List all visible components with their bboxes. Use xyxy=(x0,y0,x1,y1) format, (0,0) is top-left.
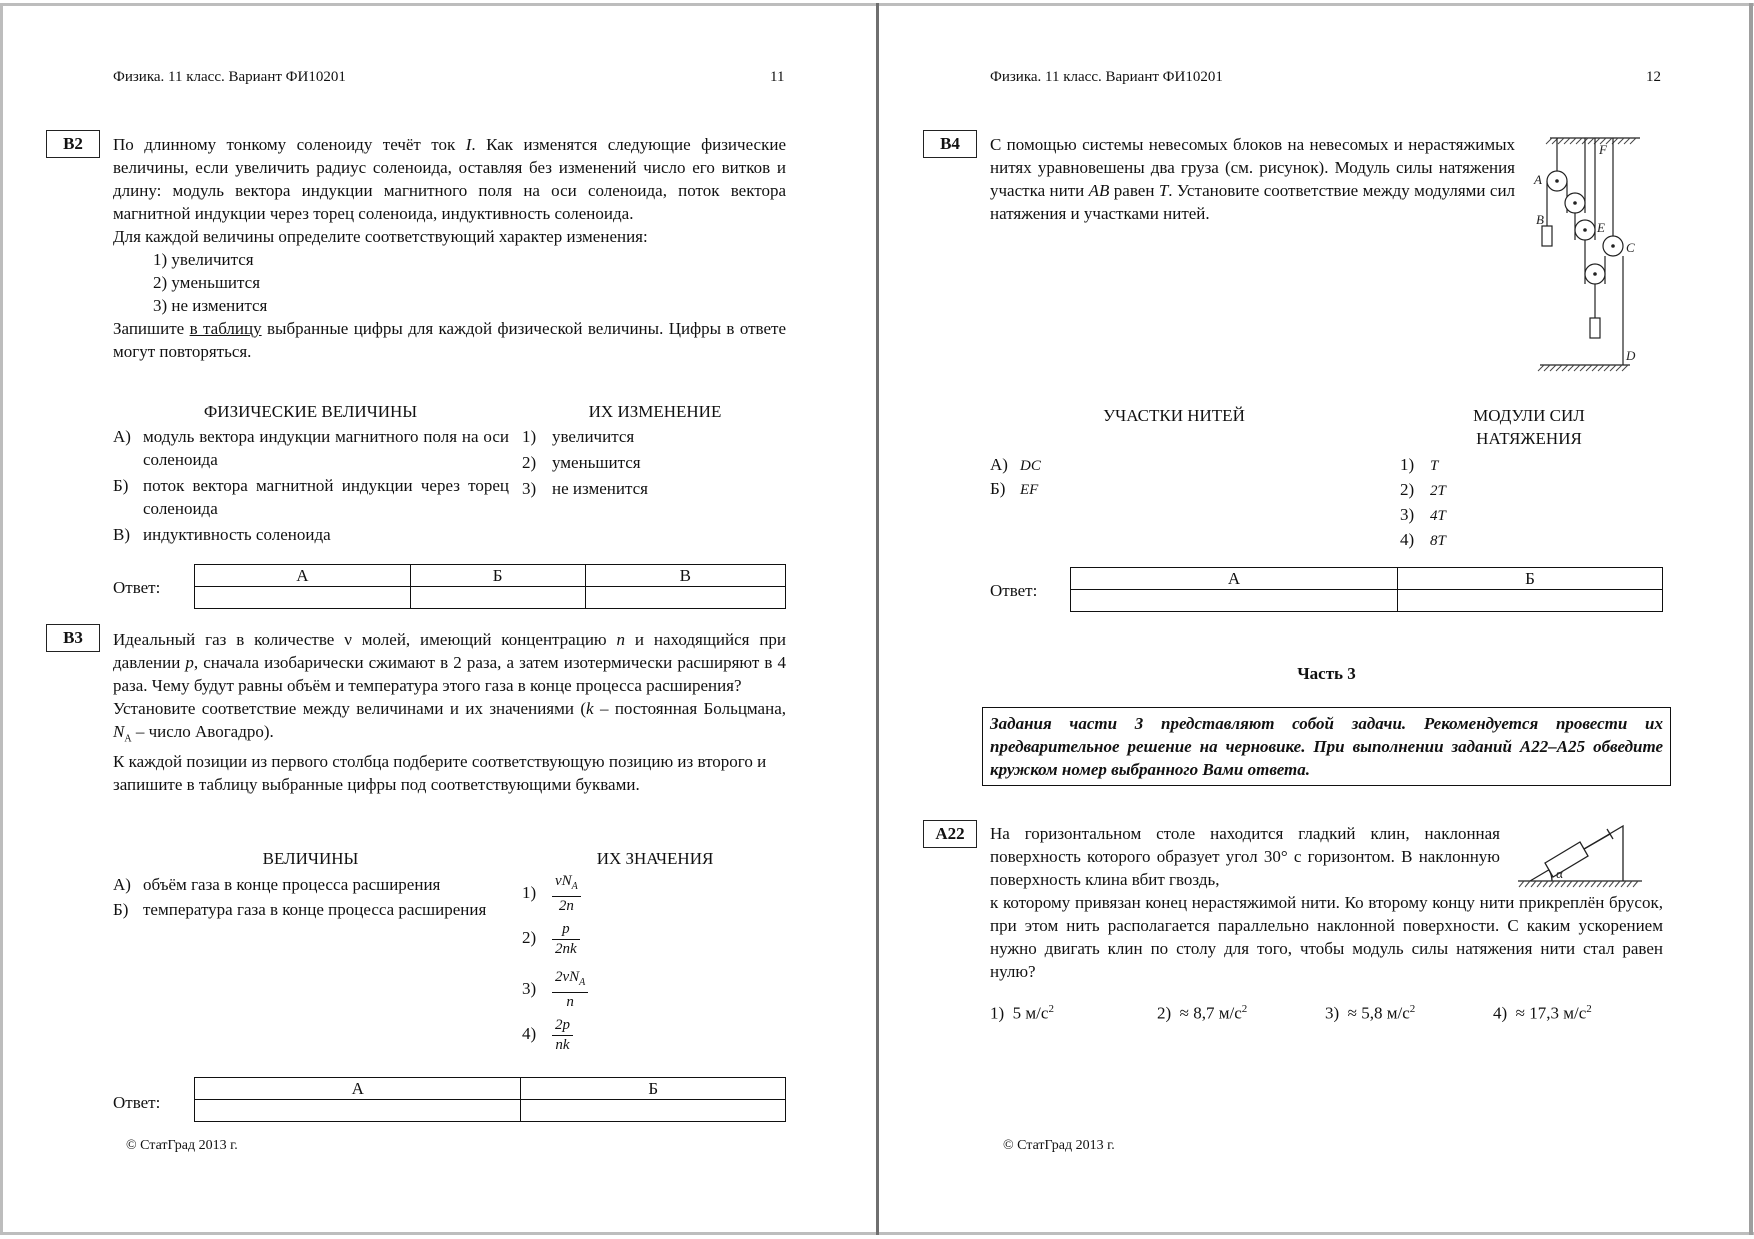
option-text: ≈ 17,3 м/с xyxy=(1515,1003,1587,1023)
p-symbol: p xyxy=(185,653,194,672)
b4-option-3 xyxy=(1400,503,1446,528)
answer-header: В xyxy=(585,565,785,587)
option-number: 1) xyxy=(522,427,537,446)
option-number: 1) xyxy=(990,1003,1005,1023)
item-text: модуль вектора индукции магнитного поля на оси соленоида xyxy=(143,427,509,469)
wedge-figure xyxy=(1510,815,1645,890)
option-text: уменьшится xyxy=(552,453,641,472)
b2-quantity-a xyxy=(113,425,513,471)
b2-quantity-c xyxy=(113,523,513,546)
answer-header: Б xyxy=(521,1078,786,1100)
option-number: 1) xyxy=(522,882,537,902)
numerator: 2p xyxy=(555,1017,570,1033)
viewer-scrollbar[interactable] xyxy=(1749,3,1753,1235)
b3-column-header-values: ИХ ЗНАЧЕНИЯ xyxy=(596,849,714,868)
figure-label-d: D xyxy=(1626,348,1636,363)
page-header-title: Физика. 11 класс. Вариант ФИ10201 xyxy=(113,69,346,85)
b3-quantity-b xyxy=(113,898,513,921)
nu-symbol: ν xyxy=(344,630,352,649)
fraction xyxy=(552,872,581,916)
b2-write-text: выбранные цифры для каждой физической величины. Цифры в ответе могут повторяться. xyxy=(113,319,786,361)
ab-symbol: AB xyxy=(1088,181,1110,200)
figure-label-b: B xyxy=(1536,212,1544,227)
a22-answer-option-3[interactable] xyxy=(1325,1003,1415,1024)
header-line: НАТЯЖЕНИЯ xyxy=(1476,429,1582,448)
option-text: 4T xyxy=(1430,508,1446,524)
denominator: nk xyxy=(555,1037,570,1053)
b4-option-1 xyxy=(1400,453,1438,478)
b2-column-header-quantities: ФИЗИЧЕСКИЕ ВЕЛИЧИНЫ xyxy=(203,402,418,421)
item-letter: А) xyxy=(113,875,131,894)
item-letter: В) xyxy=(113,525,130,544)
answer-header: А xyxy=(1071,568,1398,590)
b3-quantity-a xyxy=(113,873,513,896)
figure-label-c: C xyxy=(1626,240,1635,255)
page-header-title: Физика. 11 класс. Вариант ФИ10201 xyxy=(990,69,1223,85)
thread xyxy=(1584,834,1610,849)
fraction xyxy=(552,1016,573,1055)
option-number: 4) xyxy=(1400,530,1415,549)
b2-instruction: Для каждой величины определите соответствующий характер изменения: xyxy=(113,227,648,246)
block xyxy=(1545,842,1588,877)
b2-write-text: Запишите xyxy=(113,319,185,338)
segment-text: EF xyxy=(1020,482,1039,498)
option-number: 1) xyxy=(1400,455,1415,474)
b3-match-text: – число Авогадро). xyxy=(131,722,274,741)
answer-header: А xyxy=(195,565,411,587)
b3-option-1 xyxy=(522,872,581,916)
option-number: 2) xyxy=(1157,1003,1172,1023)
b2-option-2 xyxy=(522,451,641,474)
answer-header: А xyxy=(195,1078,521,1100)
b4-text-part: С помощью системы невесомых блоков на невесомых и нерастяжимых нитях уравновешены два груза (см. рисунок). Модуль силы натяжения участка нити xyxy=(990,135,1515,200)
option-number: 3) xyxy=(1400,505,1415,524)
item-letter: А) xyxy=(990,455,1008,474)
page-number: 11 xyxy=(770,69,785,85)
task-b3-text xyxy=(113,628,786,796)
option-text: 2T xyxy=(1430,483,1446,499)
option-number: 2) xyxy=(522,453,537,472)
option-number: 4) xyxy=(522,1024,537,1044)
nail xyxy=(1607,829,1613,839)
option-number: 4) xyxy=(1493,1003,1508,1023)
item-letter: Б) xyxy=(113,900,129,919)
b4-column-header-tensions xyxy=(1439,404,1619,450)
b3-text-part: молей, имеющий концентрацию xyxy=(361,630,607,649)
numerator: 2νN xyxy=(555,969,580,985)
b2-table-reference: в таблицу xyxy=(189,319,262,338)
a22-answer-option-4[interactable] xyxy=(1493,1003,1592,1024)
part-3-instructions: Задания части 3 представляют собой задачи. Рекомендуется провести их предварительное решение на черновике. При выполнении заданий А22–А25 обведите кружком номер выбранного Вами ответа. xyxy=(982,707,1671,786)
b4-column-header-segments: УЧАСТКИ НИТЕЙ xyxy=(1103,406,1245,425)
task-b2-text xyxy=(113,133,786,363)
b2-change-option: 1) увеличится xyxy=(153,250,254,269)
b4-option-4 xyxy=(1400,528,1446,553)
option-text: 8T xyxy=(1430,533,1446,549)
task-a22-text-top: На горизонтальном столе находится гладкий клин, наклонная поверхность которого образует угол 30° с горизонтом. В наклонную поверхность клина вбит гвоздь, xyxy=(990,824,1500,889)
item-text: индуктивность соленоида xyxy=(143,525,331,544)
numerator: p xyxy=(562,921,570,937)
b2-answer-label: Ответ: xyxy=(113,578,161,597)
b3-option-4 xyxy=(522,1016,573,1055)
numerator-subscript: A xyxy=(579,977,586,988)
answer-cell[interactable] xyxy=(195,1100,521,1122)
option-exponent: 2 xyxy=(1409,1003,1416,1015)
b3-column-header-quantities: ВЕЛИЧИНЫ xyxy=(262,849,359,868)
fraction xyxy=(552,920,580,959)
task-label-b3: В3 xyxy=(46,624,100,652)
b3-answer-label: Ответ: xyxy=(113,1093,161,1112)
page-12 xyxy=(879,0,1749,1239)
answer-cell[interactable] xyxy=(521,1100,786,1122)
item-text: объём газа в конце процесса расширения xyxy=(143,875,441,894)
item-text: температура газа в конце процесса расширения xyxy=(143,900,487,919)
answer-header: Б xyxy=(410,565,585,587)
denominator: n xyxy=(566,994,574,1010)
task-b4-text xyxy=(990,133,1515,225)
na-subscript: A xyxy=(124,733,132,745)
option-number: 3) xyxy=(1325,1003,1340,1023)
item-letter: Б) xyxy=(990,479,1006,498)
b2-option-1 xyxy=(522,425,634,448)
b3-match-text: – постоянная Больцмана, xyxy=(593,699,786,718)
weight-b xyxy=(1542,226,1552,246)
page-footer: © СтатГрад 2013 г. xyxy=(1003,1138,1115,1153)
b3-text-part: и находящийся при давлении xyxy=(113,630,787,672)
current-symbol: I xyxy=(465,135,472,154)
b4-option-2 xyxy=(1400,478,1446,503)
item-letter: Б) xyxy=(113,476,129,495)
option-number: 3) xyxy=(522,978,537,998)
option-number: 2) xyxy=(522,928,537,948)
b2-column-header-changes: ИХ ИЗМЕНЕНИЕ xyxy=(588,402,722,421)
t-symbol: T xyxy=(1158,181,1169,200)
task-label-a22: А22 xyxy=(923,820,977,848)
option-text: 5 м/с xyxy=(1012,1003,1049,1023)
numerator: νN xyxy=(555,873,572,889)
answer-cell[interactable] xyxy=(1071,590,1398,612)
a22-answer-option-1[interactable] xyxy=(990,1003,1054,1024)
na-symbol: N xyxy=(113,722,125,741)
task-label-b2: В2 xyxy=(46,130,100,158)
b2-answer-table xyxy=(194,564,786,609)
b4-answer-label: Ответ: xyxy=(990,581,1038,600)
task-a22-text-bottom: к которому привязан конец нерастяжимой нити. Ко второму концу нити прикреплён брусок, при этом нить располагается параллельно наклонной поверхности. С каким ускорением нужно двигать клин по столу для того, чтобы модуль силы натяжения нити стал равен нулю? xyxy=(990,893,1663,981)
b2-quantity-b xyxy=(113,474,513,520)
answer-cell[interactable] xyxy=(585,587,785,609)
n-symbol: n xyxy=(616,630,625,649)
option-exponent: 2 xyxy=(1048,1003,1054,1015)
numerator-subscript: A xyxy=(571,881,578,892)
option-text: не изменится xyxy=(552,479,648,498)
answer-header: Б xyxy=(1397,568,1662,590)
answer-cell[interactable] xyxy=(195,587,411,609)
page-number: 12 xyxy=(1646,69,1661,85)
option-exponent: 2 xyxy=(1241,1003,1248,1015)
angle-alpha-label: α xyxy=(1556,866,1563,881)
item-text: поток вектора магнитной индукции через торец соленоида xyxy=(143,476,509,518)
b3-text-part: , сначала изобарически сжимают в 2 раза, а затем изотермически расширяют в 4 раза. Чему будут равны объём и температура этого газа в конце процесса расширения? xyxy=(113,653,787,695)
task-label-b4: В4 xyxy=(923,130,977,158)
b3-option-2 xyxy=(522,920,580,959)
item-letter: А) xyxy=(113,427,131,446)
b2-change-option: 2) уменьшится xyxy=(153,273,261,292)
option-number: 3) xyxy=(522,479,537,498)
figure-label-e: E xyxy=(1597,220,1605,235)
segment-text: DC xyxy=(1020,458,1041,474)
b3-text-part: Идеальный газ в количестве xyxy=(113,630,335,649)
b4-text-part: . Установите соответствие между модулями сил натяжения и участками нитей. xyxy=(990,181,1516,223)
figure-label-a: A xyxy=(1534,172,1542,187)
b2-text-part: . Как изменятся следующие физические величины, если увеличить радиус соленоида, оставляя без изменений число его витков и длину: модуль вектора индукции магнитного поля на оси соленоида, поток вектора магнитной индукции через торец соленоида, индуктивность соленоида. xyxy=(113,135,786,223)
b3-match-text: Установите соответствие между величинами и их значениями ( xyxy=(113,699,587,718)
b4-segment-b xyxy=(990,477,1038,502)
b2-text-part: По длинному тонкому соленоиду течёт ток xyxy=(113,135,456,154)
option-number: 2) xyxy=(1400,480,1415,499)
fraction xyxy=(552,968,588,1012)
b2-option-3 xyxy=(522,477,648,500)
b2-change-option: 3) не изменится xyxy=(153,296,268,315)
part-3-title: Часть 3 xyxy=(1297,664,1356,683)
option-text: T xyxy=(1430,458,1439,474)
b3-option-3 xyxy=(522,968,588,1012)
option-text: увеличится xyxy=(552,427,635,446)
answer-cell[interactable] xyxy=(1397,590,1662,612)
weight-lower xyxy=(1590,318,1600,338)
b3-answer-table xyxy=(194,1077,786,1122)
b4-answer-table xyxy=(1070,567,1663,612)
header-line: МОДУЛИ СИЛ xyxy=(1473,406,1585,425)
pulley-system-figure xyxy=(1530,128,1650,378)
option-text: ≈ 8,7 м/с xyxy=(1179,1003,1242,1023)
page-footer: © СтатГрад 2013 г. xyxy=(126,1138,238,1153)
b3-instruction: К каждой позиции из первого столбца подберите соответствующую позицию из второго и запишите в таблицу выбранные цифры под соответствующими буквами. xyxy=(113,752,767,795)
denominator: 2nk xyxy=(555,941,577,957)
a22-answer-option-2[interactable] xyxy=(1157,1003,1247,1024)
option-text: ≈ 5,8 м/с xyxy=(1347,1003,1410,1023)
page-11 xyxy=(0,0,876,1239)
denominator: 2n xyxy=(558,898,574,914)
option-exponent: 2 xyxy=(1586,1003,1592,1015)
b4-text-part: равен xyxy=(1113,181,1155,200)
b4-segment-a xyxy=(990,453,1041,478)
figure-label-f: F xyxy=(1599,142,1607,157)
answer-cell[interactable] xyxy=(410,587,585,609)
k-symbol: k xyxy=(586,699,594,718)
